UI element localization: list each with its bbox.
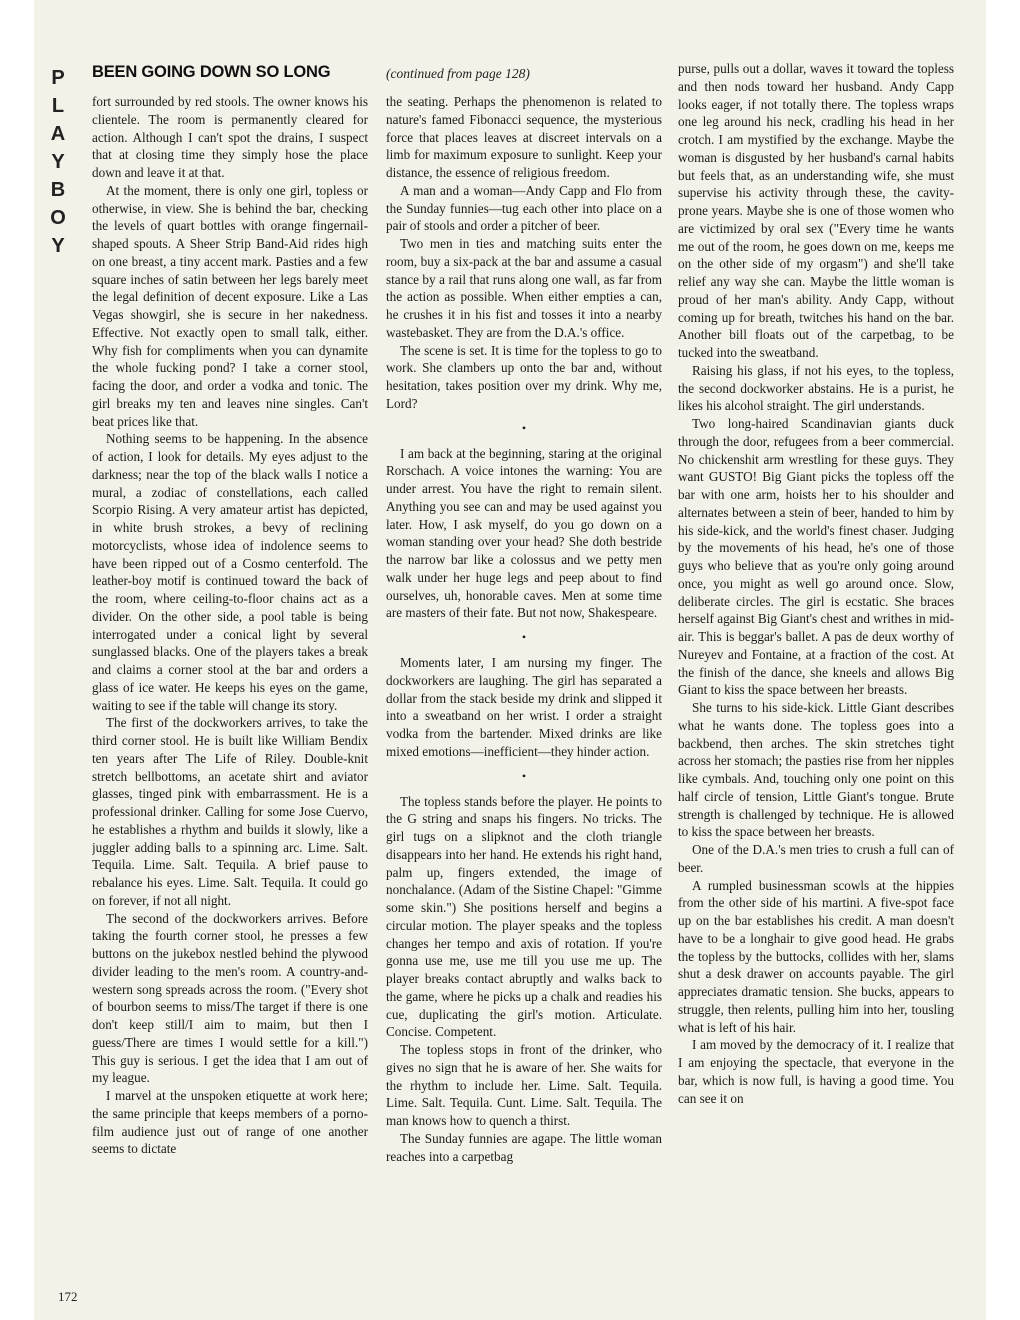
paragraph: She turns to his side-kick. Little Giant describes what he wants done. The topless goes into a backbend, then arches. The skin stretches tight across her stomach; the pasties rise from her nipples like cymbals. And, touching only one point on this half circle of tension, Little Giant's tongue. Brute strength is challenged by technique. He is allowed to kiss the space between her breasts. — [678, 700, 954, 840]
paragraph: Two long-haired Scandinavian giants duck through the door, refugees from a beer commercial. No chickenshit arm wrestling for these guys. They want GUSTO! Big Giant picks the topless off the bar with one arm, hoists her to his shoulder and alternates between a stein of beer, handed to him by his side-kick, and the world's finest chaser. Judging by the movements of his head, he's one of those guys who believe that as you're only going around once, you might as well go around once. Slow, deliberate circles. The girl is ecstatic. She braces herself against Big Giant's chest and writhes in mid-air. This is beggar's ballet. A pas de deux worthy of Nureyev and Fontaine, at a fraction of the cost. At the finish of the dance, she kneels and allows Big Giant to kiss the space between her breasts. — [678, 416, 954, 698]
paragraph: fort surrounded by red stools. The owner knows his clientele. The room is permanently cleared for action. Although I can't spot the drains, I suspect that at closing time they simply hose the place down and leave it at that. — [92, 94, 368, 180]
paragraph: At the moment, there is only one girl, topless or otherwise, in view. She is behind the bar, checking the levels of quart bottles with orange fingernail-shaped spouts. A Sheer Strip Band-Aid rides high on one breast, a tiny accent mark. Pasties and a few square inches of satin between her legs barely meet the legal definition of decent exposure. Like a Las Vegas showgirl, she is secure in her nakedness. Effective. Not exactly open to small talk, either. Why fish for compliments when you can dynamite the whole fucking pond? I take a corner stool, facing the door, and order a vodka and tonic. The girl breaks my ten and leaves nine singles. Can't beat prices like that. — [92, 182, 368, 429]
paragraph: Nothing seems to be happening. In the absence of action, I look for details. My eyes adjust to the darkness; near the top of the black walls I notice a mural, a zodiac of constellations, each called Scorpio Rising. A very amateur artist has depicted, in white brush strokes, a bevy of reclining motorcyclists, whose idea of indolence seems to have been ripped out of a Cosmo centerfold. The leather-boy motif is continued toward the back of the room, where ceiling-to-floor chains act as a divider. On the other side, a pool table is being interrogated under a conical light by several sunglassed blacks. One of the players takes a break and claims a corner stool at the bar and orders a glass of ice water. He keeps his eyes on the game, waiting to see if the table will change its story. — [92, 431, 368, 713]
paragraph: Raising his glass, if not his eyes, to the topless, the second dockworker abstains. He is a purist, he likes his alcohol straight. The girl understands. — [678, 362, 954, 414]
logo-letter: Y — [51, 235, 65, 257]
paragraph: I am moved by the democracy of it. I realize that I am enjoying the spectacle, that everyone in the bar, which is now full, is having a good time. You can see it on — [678, 1037, 954, 1106]
paragraph: A man and a woman—Andy Capp and Flo from the Sunday funnies—tug each other into place on a pair of stools and order a pitcher of beer. — [386, 182, 662, 234]
logo-letter: Y — [51, 151, 65, 173]
text-column-2 — [386, 93, 662, 1283]
continued-note: (continued from page 128) — [386, 66, 530, 81]
text-column-3 — [678, 60, 954, 1280]
magazine-side-logo — [34, 64, 82, 260]
paragraph: The second of the dockworkers arrives. Before taking the fourth corner stool, he presses a few buttons on the jukebox nestled behind the plywood divider leading to the men's room. A country-and-western song spreads across the room. ("Every shot of bourbon seems to miss/The target if there is one don't keep still/I aim to maim, but then I guess/There are times I would settle for a kill.") This guy is serious. I get the idea that I am out of my league. — [92, 910, 368, 1086]
paragraph: A rumpled businessman scowls at the hippies from the other side of his martini. A five-spot face up on the bar establishes his credit. A man doesn't have to be a longhair to give good head. He grabs the topless by the buttocks, collides with her, slams shut a desk drawer on accounts payable. The girl appreciates dramatic tension. She bucks, appears to struggle, then relents, pulling him into her, tousling what is left of his hair. — [678, 877, 954, 1035]
article-headline: BEEN GOING DOWN SO LONG — [92, 63, 331, 81]
section-separator: • — [521, 630, 527, 644]
section-separator: • — [521, 420, 527, 435]
logo-letter: O — [50, 207, 66, 229]
paragraph: purse, pulls out a dollar, waves it toward the topless and then nods toward her husband. Andy Capp looks eager, if not totally there. The topless wraps one leg around his neck, cradling his head in her crotch. I am mystified by the exchange. Maybe the woman is disgusted by her husband's carnal habits but feels that, as an understanding wife, she must supervise his activity through these, the cavity-prone years. Maybe she is one of those women who are victimized by oral sex ("Every time he wants me out of the room, he goes down on me, keeps me on the other side of my orgasm") and she'll take relief any way she can. Maybe the little woman is proud of her man's ability. Andy Capp, without coming up for breath, twitches his hand on the bar. Another bill floats out of the carpetbag, to be tucked into the sweatband. — [678, 61, 954, 360]
paragraph: The topless stops in front of the drinker, who gives no sign that he is aware of her. She waits for the rhythm to include her. Lime. Salt. Tequila. Lime. Salt. Tequila. Cunt. Lime. Salt. Tequila. The man knows how to quench a thirst. — [386, 1042, 662, 1128]
paragraph: I am back at the beginning, staring at the original Rorschach. A voice intones the warning: You are under arrest. You have the right to remain silent. Anything you see can and may be used against you later. How, I ask myself, do you go down on a woman standing over your head? She doth bestride the narrow bar like a colossus and we petty men walk under her huge legs and peep about to find ourselves, uh, honorable caves. Men at some time are masters of their fate. But not now, Shakespeare. — [386, 445, 662, 621]
paragraph: The topless stands before the player. He points to the G string and snaps his fingers. No tricks. The girl tugs on a slipknot and the cloth triangle disappears into her hand. He extends his right hand, palm up, fingers extended, the image of nonchalance. (Adam of the Sistine Chapel: "Gimme some skin.") She positions herself and begins a circular motion. The player speaks and the topless changes her tempo and axis of rotation. If you're gonna use me, use me till you use me up. The player breaks contact abruptly and walks back to the game, where he picks up a chalk and readies his cue, duplicating the girl's motion. Articulate. Concise. Competent. — [386, 793, 662, 1040]
paragraph: I marvel at the unspoken etiquette at work here; the same principle that keeps members of a porno-film audience just out of range of one another seems to dictate — [92, 1088, 368, 1157]
text-column-1 — [92, 93, 368, 1303]
logo-letter: L — [51, 95, 65, 117]
logo-letter: B — [50, 179, 66, 201]
paragraph: The first of the dockworkers arrives, to take the third corner stool. He is built like William Bendix ten years after The Life of Riley. Double-knit stretch bellbottoms, an acetate shirt and aviator glasses, tinged pink with embarrassment. He is a professional drinker. Calling for some Jose Cuervo, he establishes a rhythm and builds it slowly, like a juggler adding balls to a spinning arc. Lime. Salt. Tequila. Lime. Salt. Tequila. A brief pause to rebalance his eyes. Lime. Salt. Tequila. It could go on forever, if not all night. — [92, 715, 368, 908]
paragraph: The Sunday funnies are agape. The little woman reaches into a carpetbag — [386, 1130, 662, 1164]
paragraph: Two men in ties and matching suits enter the room, buy a six-pack at the bar and assume a casual stance by a rail that runs along one wall, as far from the action as possible. When either empties a can, he crushes it in his fist and tosses it into a nearby wastebasket. They are from the D.A.'s office. — [386, 236, 662, 340]
paragraph: the seating. Perhaps the phenomenon is related to nature's famed Fibonacci sequence, the mysterious force that places leaves at discreet intervals on a limb for maximum exposure to sunlight. Keep your distance, the essence of religious freedom. — [386, 94, 662, 180]
paragraph: Moments later, I am nursing my finger. The dockworkers are laughing. The girl has separated a dollar from the stack beside my drink and slipped it into a sweatband on her wrist. I order a straight vodka from the bartender. Mixed drinks are like mixed emotions—inefficient—they hinder action. — [386, 655, 662, 759]
logo-letter: P — [51, 67, 65, 89]
page-number: 172 — [58, 1289, 78, 1304]
logo-letter: A — [50, 123, 66, 145]
section-separator: • — [521, 768, 527, 783]
paragraph: One of the D.A.'s men tries to crush a full can of beer. — [678, 842, 954, 875]
paragraph: The scene is set. It is time for the topless to go to work. She clambers up onto the bar and, without hesitation, takes position over my drink. Why me, Lord? — [386, 342, 662, 411]
